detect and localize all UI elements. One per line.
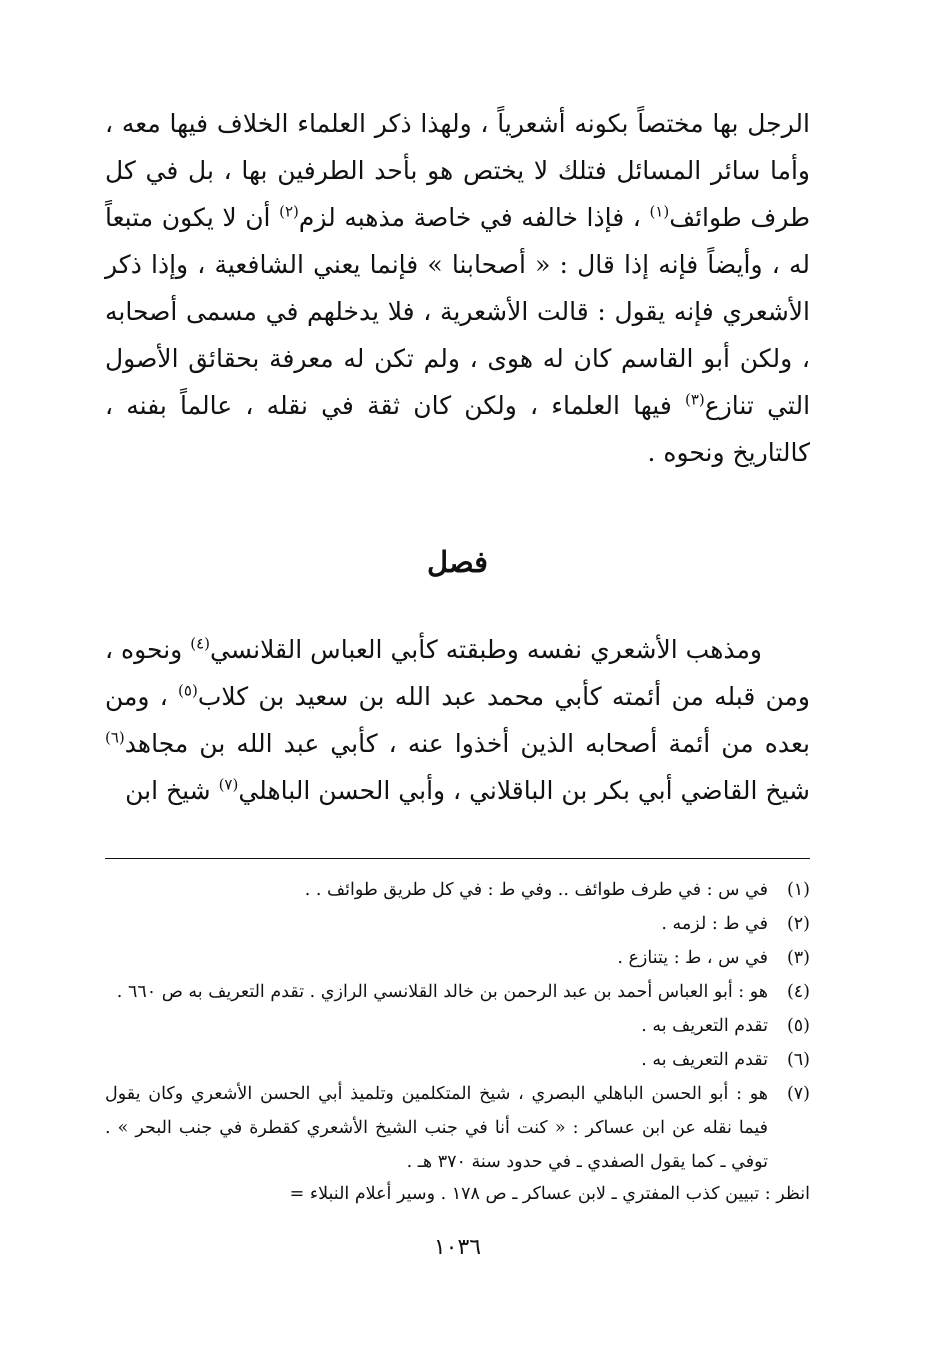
text-run: ومذهب الأشعري نفسه وطبقته كأبي العباس القلانسي [209,634,762,664]
footnote-text: في س ، ط : يتنازع . [617,947,768,968]
footnote-ref-2[interactable]: (٢) [279,202,299,221]
text-run: شيخ القاضي أبي بكر بن الباقلاني ، وأبي الحسن الباهلي [238,775,810,805]
text-run: ، فإذا خالفه في خاصة مذهبه لزم [298,203,650,232]
text-run: أن لا يكون متبعاً له ، وأيضاً فإنه إذا قال : « أصحابنا » فإنما يعني الشافعية ، وإذا ذكر الأشعري فإنه يقول : قالت الأشعرية ، فلا يدخلهم في مسمى أصحابه ، ولكن أبو القاسم كان له هوى ، ولم تكن له معرفة بحقائق الأصول التي تنازع [105,203,811,420]
footnote-number: (٢) [786,913,810,934]
footnote-item [105,941,810,975]
footnote-item [105,975,810,1009]
footnote-item [105,1043,810,1077]
footnote-continuation: انظر : تبيين كذب المفتري ـ لابن عساكر ـ ص ١٧٨ . وسير أعلام النبلاء = [289,1183,810,1204]
footnote-separator [105,858,810,859]
page-body [105,100,810,1260]
footnote-item [105,1009,810,1043]
footnote-text: تقدم التعريف به . [641,1015,768,1036]
text-run: شيخ ابن [125,775,219,805]
paragraph-1 [105,100,810,476]
footnote-ref-3[interactable]: (٣) [685,390,705,409]
footnote-number: (٧) [786,1083,810,1104]
footnote-ref-4[interactable]: (٤) [190,634,210,653]
section-heading: فصل [427,545,488,579]
footnote-text: هو : أبو الحسن الباهلي البصري ، شيخ المتكلمين وتلميذ أبي الحسن الأشعري وكان يقول فيما نقله عن ابن عساكر : « كنت أنا في جنب الشيخ الأشعري كقطرة في جنب البحر » . توفي ـ كما يقول الصفدي ـ في حدود سنة ٣٧٠ هـ . [105,1083,768,1172]
text-run: ، ومن بعده من أئمة أصحابه الذين أخذوا عنه ، كأبي عبد الله بن مجاهد [105,681,810,758]
footnote-number: (٥) [786,1015,810,1036]
footnote-item [105,907,810,941]
footnote-item [105,873,810,907]
text-run: فيها العلماء ، ولكن كان ثقة في نقله ، عالماً بفنه ، كالتاريخ ونحوه . [105,391,810,467]
footnotes-list [105,873,810,1179]
footnote-number: (٣) [786,947,810,968]
footnote-text: هو : أبو العباس أحمد بن عبد الرحمن بن خالد القلانسي الرازي . تقدم التعريف به ص ٦٦٠ . [116,981,768,1002]
paragraph-2 [105,626,810,814]
footnote-text: في ط : لزمه . [661,913,768,934]
footnote-number: (٤) [786,981,810,1002]
page-number: ١٠٣٦ [433,1234,482,1260]
footnote-text: في س : في طرف طوائف .. وفي ط : في كل طريق طوائف . . [304,879,768,900]
footnote-ref-6[interactable]: (٦) [105,728,125,747]
footnote-ref-5[interactable]: (٥) [178,681,198,700]
footnote-number: (٦) [786,1049,810,1070]
footnote-text: تقدم التعريف به . [641,1049,768,1070]
footnote-ref-7[interactable]: (٧) [218,775,239,794]
text-run: الرجل بها مختصاً بكونه أشعرياً ، ولهذا ذكر العلماء الخلاف فيها معه ، وأما سائر المسائل فتلك لا يختص هو بأحد الطرفين بها ، بل في كل طرف طوائف [105,109,811,232]
footnote-ref-1[interactable]: (١) [649,202,670,221]
footnote-number: (١) [786,879,810,900]
footnote-item [105,1077,810,1179]
text-run: ونحوه ، ومن قبله من أئمته كأبي محمد عبد الله بن سعيد بن كلاب [105,634,810,711]
